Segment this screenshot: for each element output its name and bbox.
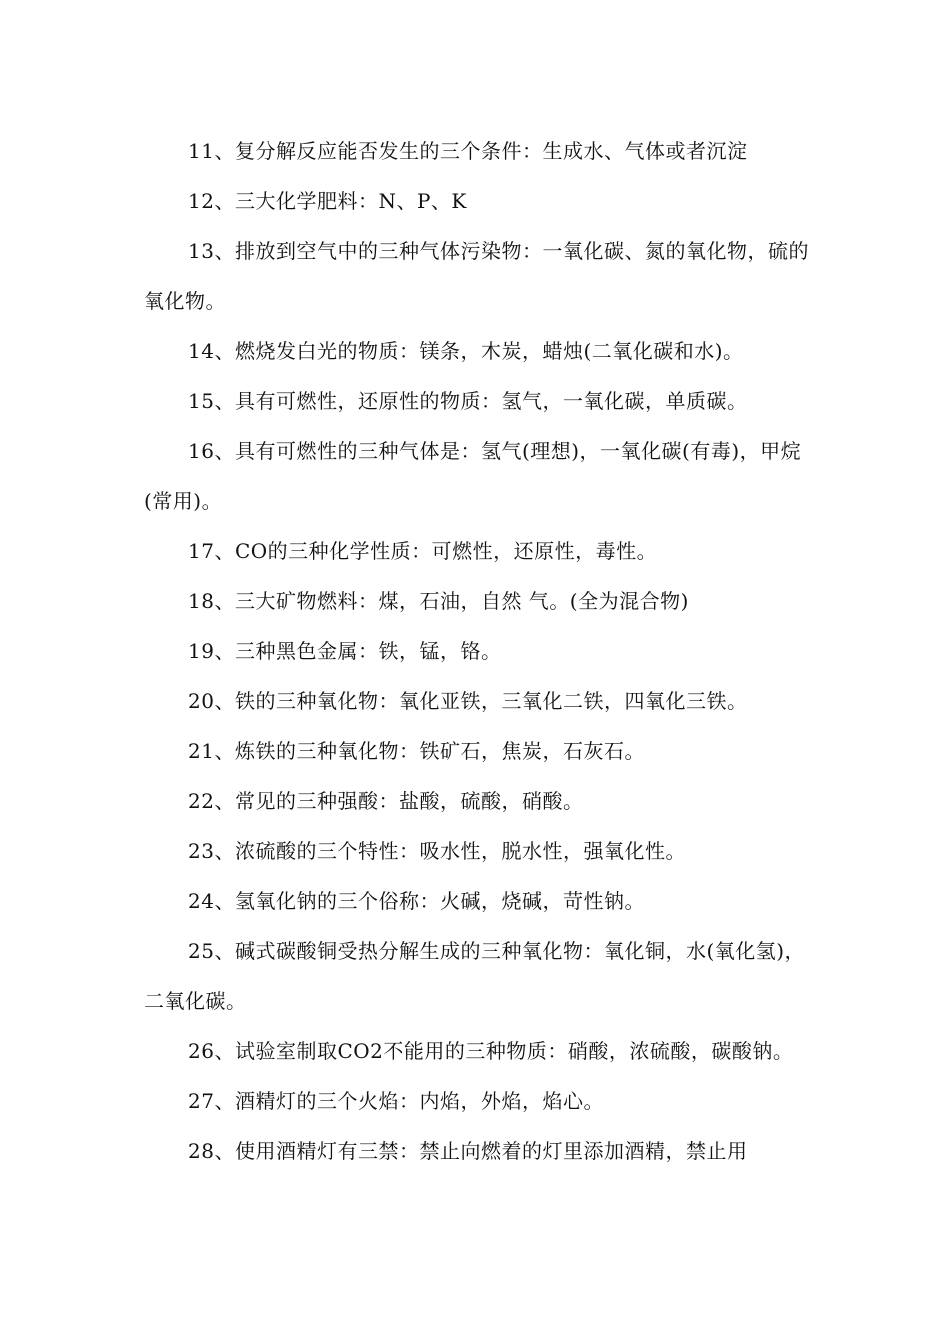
paragraph-17: 17、CO的三种化学性质：可燃性，还原性，毒性。 [188,539,658,563]
paragraph-22: 22、常见的三种强酸：盐酸，硫酸，硝酸。 [188,789,584,813]
paragraph-28: 28、使用酒精灯有三禁：禁止向燃着的灯里添加酒精，禁止用 [188,1139,748,1163]
paragraph-12: 12、三大化学肥料：N、P、K [188,189,467,213]
paragraph-16: 16、具有可燃性的三种气体是：氢气(理想)，一氧化碳(有毒)，甲烷(常用)。 [144,439,802,513]
paragraph-13: 13、排放到空气中的三种气体污染物：一氧化碳、氮的氧化物，硫的氧化物。 [144,239,809,313]
paragraph-26: 26、试验室制取CO2不能用的三种物质：硝酸，浓硫酸，碳酸钠。 [188,1039,794,1063]
paragraph-11: 11、复分解反应能否发生的三个条件：生成水、气体或者沉淀 [188,139,748,163]
paragraph-25: 25、碱式碳酸铜受热分解生成的三种氧化物：氧化铜，水(氧化氢)，二氧化碳。 [144,939,806,1013]
paragraph-15: 15、具有可燃性，还原性的物质：氢气，一氧化碳，单质碳。 [188,389,748,413]
paragraph-20: 20、铁的三种氧化物：氧化亚铁，三氧化二铁，四氧化三铁。 [188,689,748,713]
paragraph-18: 18、三大矿物燃料：煤，石油，自然 气。(全为混合物) [188,589,689,613]
paragraph-19: 19、三种黑色金属：铁，锰，铬。 [188,639,502,663]
paragraph-24: 24、氢氧化钠的三个俗称：火碱，烧碱，苛性钠。 [188,889,645,913]
paragraph-14: 14、燃烧发白光的物质：镁条，木炭，蜡烛(二氧化碳和水)。 [188,339,744,363]
paragraph-21: 21、炼铁的三种氧化物：铁矿石，焦炭，石灰石。 [188,739,645,763]
paragraph-23: 23、浓硫酸的三个特性：吸水性，脱水性，强氧化性。 [188,839,686,863]
document-body [144,126,824,1176]
paragraph-27: 27、酒精灯的三个火焰：内焰，外焰，焰心。 [188,1089,604,1113]
